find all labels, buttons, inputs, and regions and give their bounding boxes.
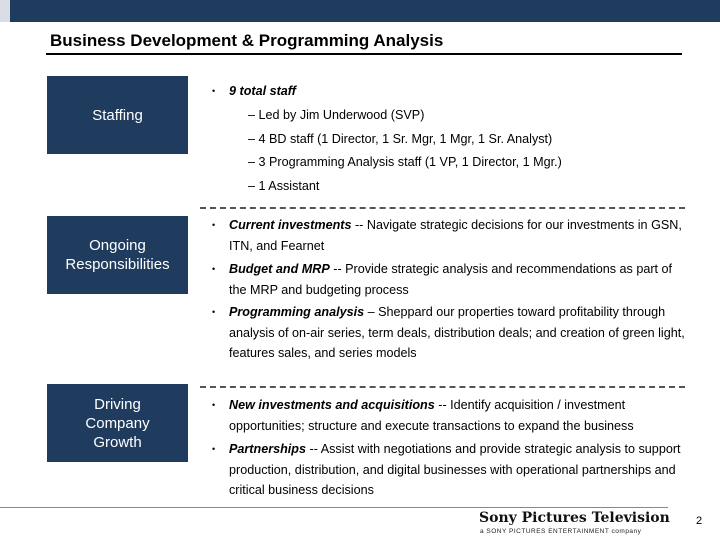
staffing-label: Staffing <box>92 106 143 124</box>
footer-rule <box>0 507 668 508</box>
bullet-icon: • <box>212 86 216 96</box>
page-number: 2 <box>696 515 703 527</box>
bullet-icon: • <box>212 220 216 230</box>
header-band-accent <box>0 0 10 22</box>
growth-label-line: Driving <box>94 395 141 413</box>
bullet-icon: • <box>212 400 216 410</box>
bullet-icon: • <box>212 264 216 274</box>
slide-title: Business Development & Programming Analysis <box>50 31 444 50</box>
ongoing-item: Budget and MRP -- Provide strategic analysis and recommendations as part of the MRP and budgeting process <box>229 262 673 297</box>
staffing-sub-item: – 3 Programming Analysis staff (1 VP, 1 Director, 1 Mgr.) <box>248 155 562 169</box>
ongoing-item: Current investments -- Navigate strategic decisions for our investments in GSN, ITN, and Fearnet <box>229 218 682 253</box>
bullet-icon: • <box>212 444 216 454</box>
ongoing-label-line: Responsibilities <box>65 256 170 273</box>
staffing-label-box <box>47 76 188 154</box>
staffing-sub-item: – Led by Jim Underwood (SVP) <box>248 108 425 122</box>
top-header-band <box>0 0 720 22</box>
bullet-icon: • <box>212 307 216 317</box>
section-divider <box>200 207 685 209</box>
growth-label-box <box>47 384 188 462</box>
growth-item: Partnerships -- Assist with negotiations and provide strategic analysis to support production, distribution, and digital businesses with operational partnerships and critical business decisions <box>229 442 681 497</box>
ongoing-label-line: Ongoing <box>89 237 146 254</box>
ongoing-item: Programming analysis – Sheppard our properties toward profitability through analysis of on-air series, term deals, distribution deals; and creation of green light, features sales, and series models <box>229 305 685 360</box>
growth-label-line: Growth <box>93 433 142 451</box>
staffing-sub-item: – 1 Assistant <box>248 179 320 193</box>
growth-label-line: Company <box>85 414 150 432</box>
sony-pictures-television-logo: Sony Pictures Television <box>479 510 670 526</box>
growth-item: New investments and acquisitions -- Identify acquisition / investment opportunities; structure and execute transactions to expand the business <box>229 398 634 433</box>
title-underline <box>46 53 682 55</box>
logo-tagline: a SONY PICTURES ENTERTAINMENT company <box>480 528 642 535</box>
staffing-headline: 9 total staff <box>229 84 296 98</box>
ongoing-label-box <box>47 216 188 294</box>
staffing-sub-item: – 4 BD staff (1 Director, 1 Sr. Mgr, 1 Mgr, 1 Sr. Analyst) <box>248 132 553 146</box>
section-divider <box>200 386 685 388</box>
